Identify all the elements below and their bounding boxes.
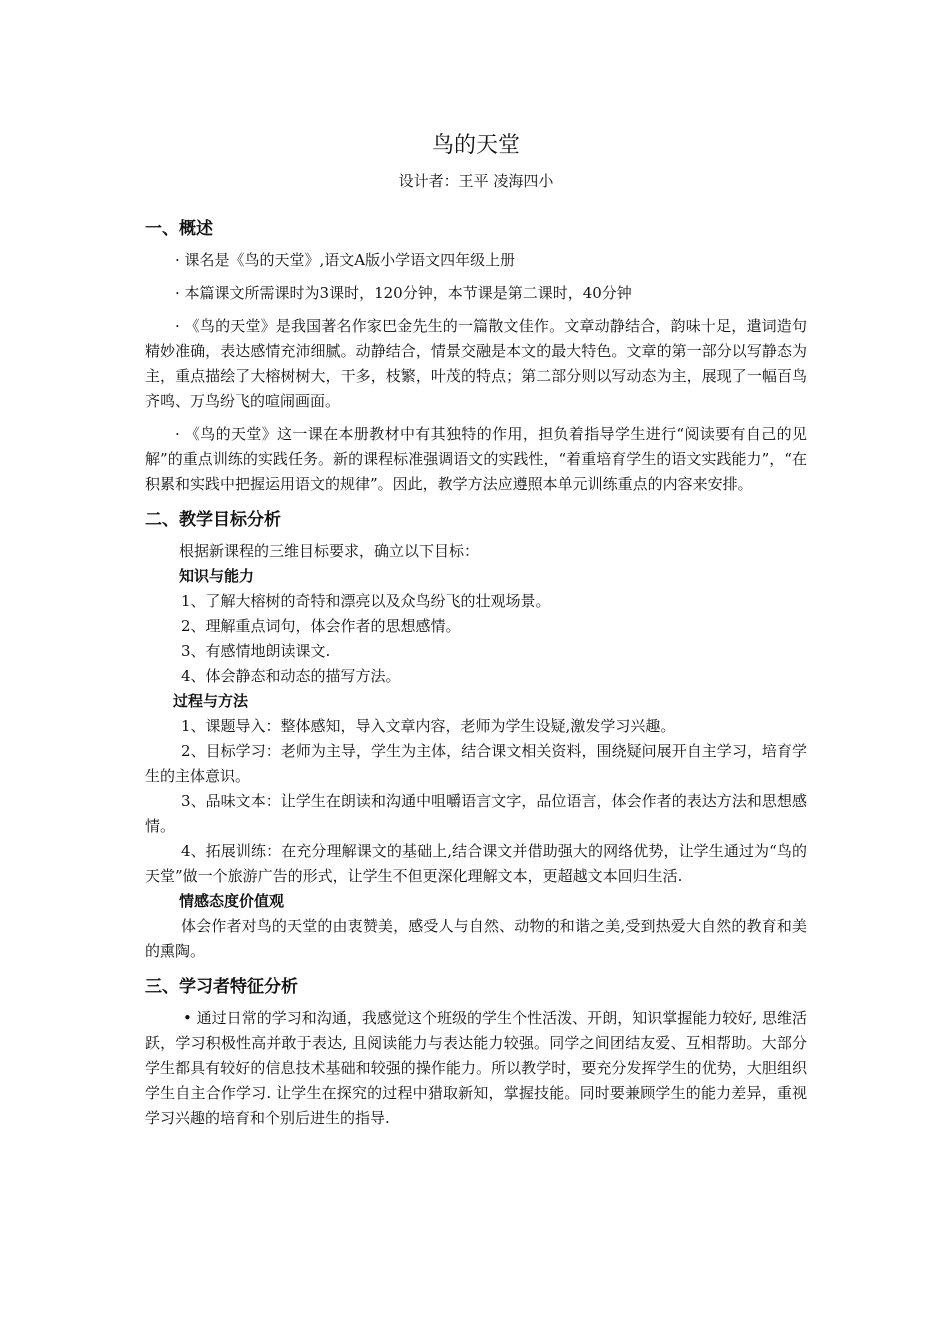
process-item: 2、目标学习：老师为主导，学生为主体，结合课文相关资料，围绕疑问展开自主学习，培育学生的主体意识。 (145, 742, 807, 785)
process-heading: 过程与方法 (173, 692, 249, 710)
document-content (145, 120, 807, 1131)
process-item: 3、品味文本：让学生在朗读和沟通中咀嚼语言文字，品位语言，体会作者的表达方法和思想感情。 (145, 792, 807, 835)
section-overview-heading: 一、概述 (145, 219, 213, 239)
section-overview (145, 216, 807, 497)
knowledge-item: 2、理解重点词句，体会作者的思想感情。 (181, 617, 461, 635)
knowledge-item: 3、有感情地朗读课文. (181, 642, 331, 660)
document-author: 设计者：王平 凌海四小 (398, 172, 554, 190)
section-learners (145, 974, 807, 1131)
knowledge-heading: 知识与能力 (179, 567, 255, 585)
overview-paragraph: · 《鸟的天堂》这一课在本册教材中有其独特的作用，担负着指导学生进行“阅读要有自己的见解”的重点训练的实践任务。新的课程标准强调语文的实践性，“着重培育学生的语文实践能力”，“在积累和实践中把握运用语文的规律”。因此，教学方法应遵照本单元训练重点的内容来安排。 (145, 425, 807, 493)
emotion-text: 体会作者对鸟的天堂的由衷赞美，感受人与自然、动物的和谐之美,受到热爱大自然的教育和美的熏陶。 (145, 917, 807, 960)
overview-paragraph: · 《鸟的天堂》是我国著名作家巴金先生的一篇散文佳作。文章动静结合，韵味十足，遣词造句精妙准确，表达感情充沛细腻。动静结合，情景交融是本文的最大特色。文章的第一部分以写静态为主，重点描绘了大榕树树大，干多，枝繁，叶茂的特点；第二部分则以写动态为主，展现了一幅百鸟齐鸣、万鸟纷飞的喧闹画面。 (145, 317, 807, 410)
overview-paragraph: · 课名是《鸟的天堂》,语文A版小学语文四年级上册 (175, 251, 516, 269)
knowledge-item: 4、体会静态和动态的描写方法。 (181, 667, 401, 685)
section-learners-heading: 三、学习者特征分析 (145, 977, 298, 997)
objectives-intro: 根据新课程的三维目标要求，确立以下目标： (179, 542, 480, 560)
process-item: 1、课题导入：整体感知，导入文章内容，老师为学生设疑,激发学习兴趣。 (181, 717, 676, 735)
section-objectives-heading: 二、教学目标分析 (145, 510, 281, 530)
learners-text: • 通过日常的学习和沟通，我感觉这个班级的学生个性活泼、开朗，知识掌握能力较好, 思维活跃，学习积极性高并敢于表达, 且阅读能力与表达能力较强。同学之间团结友爱、互相帮助。大部分学生都具有较好的信息技术基础和较强的操作能力。所以教学时，要充分发挥学生的优势，大胆组织学生自主合作学习. 让学生在探究的过程中猎取新知，掌握技能。同时要兼顾学生的能力差异，重视学习兴趣的培育和个别后进生的指导. (145, 1009, 807, 1127)
emotion-heading: 情感态度价值观 (179, 892, 285, 910)
section-objectives (145, 507, 807, 964)
overview-paragraph: · 本篇课文所需课时为3课时，120分钟，本节课是第二课时，40分钟 (175, 284, 632, 302)
process-item: 4、拓展训练：在充分理解课文的基础上,结合课文并借助强大的网络优势，让学生通过为“鸟的天堂”做一个旅游广告的形式，让学生不但更深化理解文本，更超越文本回归生活. (145, 842, 807, 885)
knowledge-item: 1、了解大榕树的奇特和漂亮以及众鸟纷飞的壮观场景。 (181, 592, 551, 610)
document-title: 鸟的天堂 (431, 133, 520, 158)
